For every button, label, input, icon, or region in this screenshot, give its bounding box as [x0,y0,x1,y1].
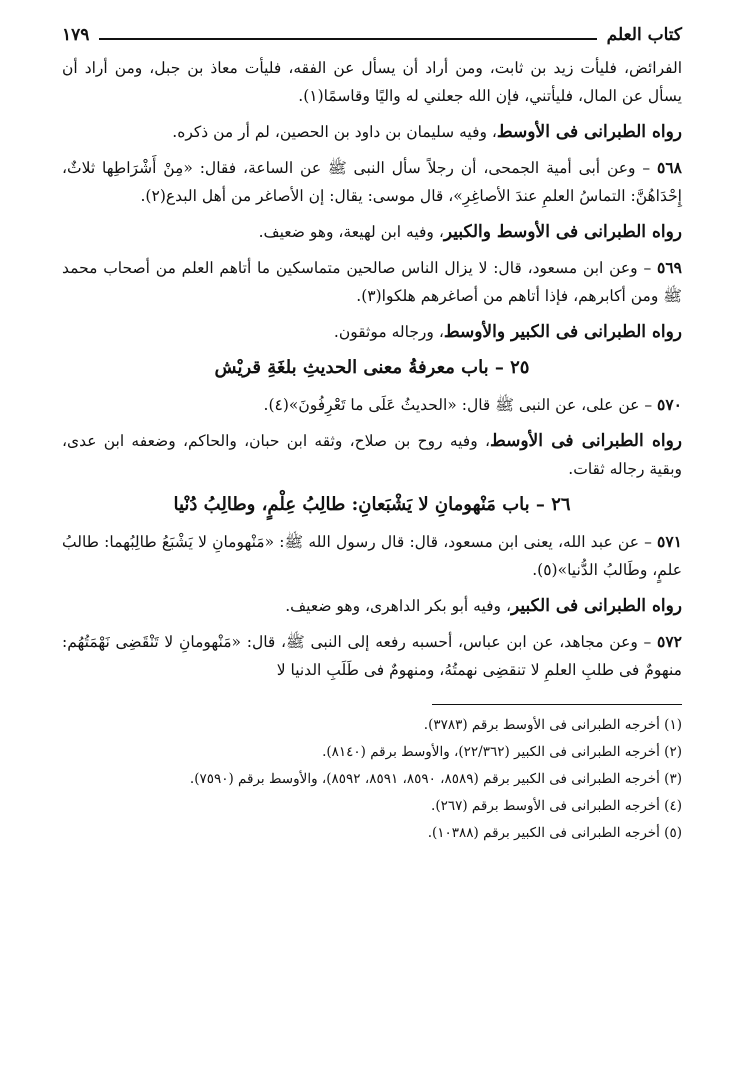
hadith-number: ٥٦٨ [657,158,682,177]
hadith-number: ٥٦٩ [657,258,682,277]
hadith-paragraph [62,528,682,584]
hadith-text: – عن عبد الله، يعنى ابن مسعود، قال: قال رسول الله ﷺ: «مَنْهومانِ لا يَشْبَعُ طالِبُهما: طالبُ علمٍ، وطَالبُ الدُّنيا»(٥). [62,533,682,579]
footnote: (٣) أخرجه الطبرانى فى الكبير برقم (٨٥٨٩، ٨٥٩٠، ٨٥٩١، ٨٥٩٢)، والأوسط برقم (٧٥٩٠). [189,771,682,787]
hadith-text: – وعن مجاهد، عن ابن عباس، أحسبه رفعه إلى النبى ﷺ، قال: «مَنْهومانِ لا تَنْقَضِى نَهْمَتُهُم: منهومٌ فى طلبِ العلمِ لا تنقضِى نهمتُهُ، ومنهومٌ فى طَلَبِ الدنيا لا [62,633,682,679]
book-page [62,24,682,1074]
source-name: رواه الطبرانى فى الأوسط [489,431,682,451]
source-detail: ، وفيه روح بن صلاح، وثقه ابن حبان، والحاكم، وضعفه ابن عدى، وبقية رجاله ثقات. [62,432,682,478]
source-note [62,318,682,346]
page-number: ١٧٩ [62,25,90,45]
hadith-number: ٥٧١ [657,532,682,551]
hadith-text: – وعن ابن مسعود، قال: لا يزال الناس صالحين متماسكين ما أتاهم العلم من أصحاب محمد ﷺ ومن أكابرهم، فإذا أتاهم من أصاغرهم هلكوا(٣). [62,259,682,305]
hadith-paragraph [62,391,682,419]
hadith-paragraph [62,254,682,310]
chapter-heading: ٢٦ – باب مَنْهومانِ لا يَشْبَعانِ: طالِبُ عِلْمٍ، وطالِبُ دُنْيا [173,494,571,515]
source-detail: ، وفيه سليمان بن داود بن الحصين، لم أر من ذكره. [172,123,497,141]
source-detail: ، وفيه ابن لهيعة، وهو ضعيف. [258,223,444,241]
running-header [62,24,682,46]
footnote: (١) أخرجه الطبرانى فى الأوسط برقم (٣٧٨٣). [423,717,682,733]
hadith-paragraph [62,628,682,684]
hadith-number: ٥٧٠ [657,395,682,414]
source-note [62,592,682,620]
footnote: (٥) أخرجه الطبرانى فى الكبير برقم (١٠٣٨٨). [427,825,682,841]
source-name: رواه الطبرانى فى الكبير [510,596,682,616]
page-body [62,54,682,684]
hadith-text: – عن على، عن النبى ﷺ قال: «الحديثُ عَلَى ما تَعْرِفُونَ»(٤). [263,396,658,414]
continuation-paragraph: الفرائض، فليأت زيد بن ثابت، ومن أراد أن يسأل عن الفقه، فليأت معاذ بن جبل، ومن أراد أن يسأل عن المال، فليأتني، فإن الله جعلني له واليًا وقاسمًا(١). [62,59,682,105]
book-title: كتاب العلم [606,25,682,45]
hadith-paragraph [62,154,682,210]
footnotes [62,713,682,846]
hadith-text: – وعن أبى أمية الجمحى، أن رجلاً سأل النبى ﷺ عن الساعة، فقال: «مِنْ أَشْرَاطِها ثلاثٌ، إِحْدَاهُنَّ: التماسُ العلمِ عندَ الأصاغِرِ»، قال موسى: يقال: إن الأصاغر من أهل البدع(٢). [62,159,682,205]
source-name: رواه الطبرانى فى الأوسط [496,122,682,142]
footnote-rule [432,704,682,705]
footnote: (٢) أخرجه الطبرانى فى الكبير (٢٢/٣٦٢)، والأوسط برقم (٨١٤٠). [322,744,682,760]
source-name: رواه الطبرانى فى الكبير والأوسط [443,322,682,342]
source-detail: ، ورجاله موثقون. [333,323,444,341]
source-detail: ، وفيه أبو بكر الداهرى، وهو ضعيف. [285,597,511,615]
source-note [62,427,682,483]
chapter-heading: ٢٥ – باب معرفةُ معنى الحديثِ بلغَةِ قريْش [214,357,530,378]
source-note [62,118,682,146]
footnote: (٤) أخرجه الطبرانى فى الأوسط برقم (٢٦٧). [431,798,682,814]
hadith-number: ٥٧٢ [657,632,682,651]
source-name: رواه الطبرانى فى الأوسط والكبير [443,222,682,242]
source-note [62,218,682,246]
header-rule [99,38,596,40]
